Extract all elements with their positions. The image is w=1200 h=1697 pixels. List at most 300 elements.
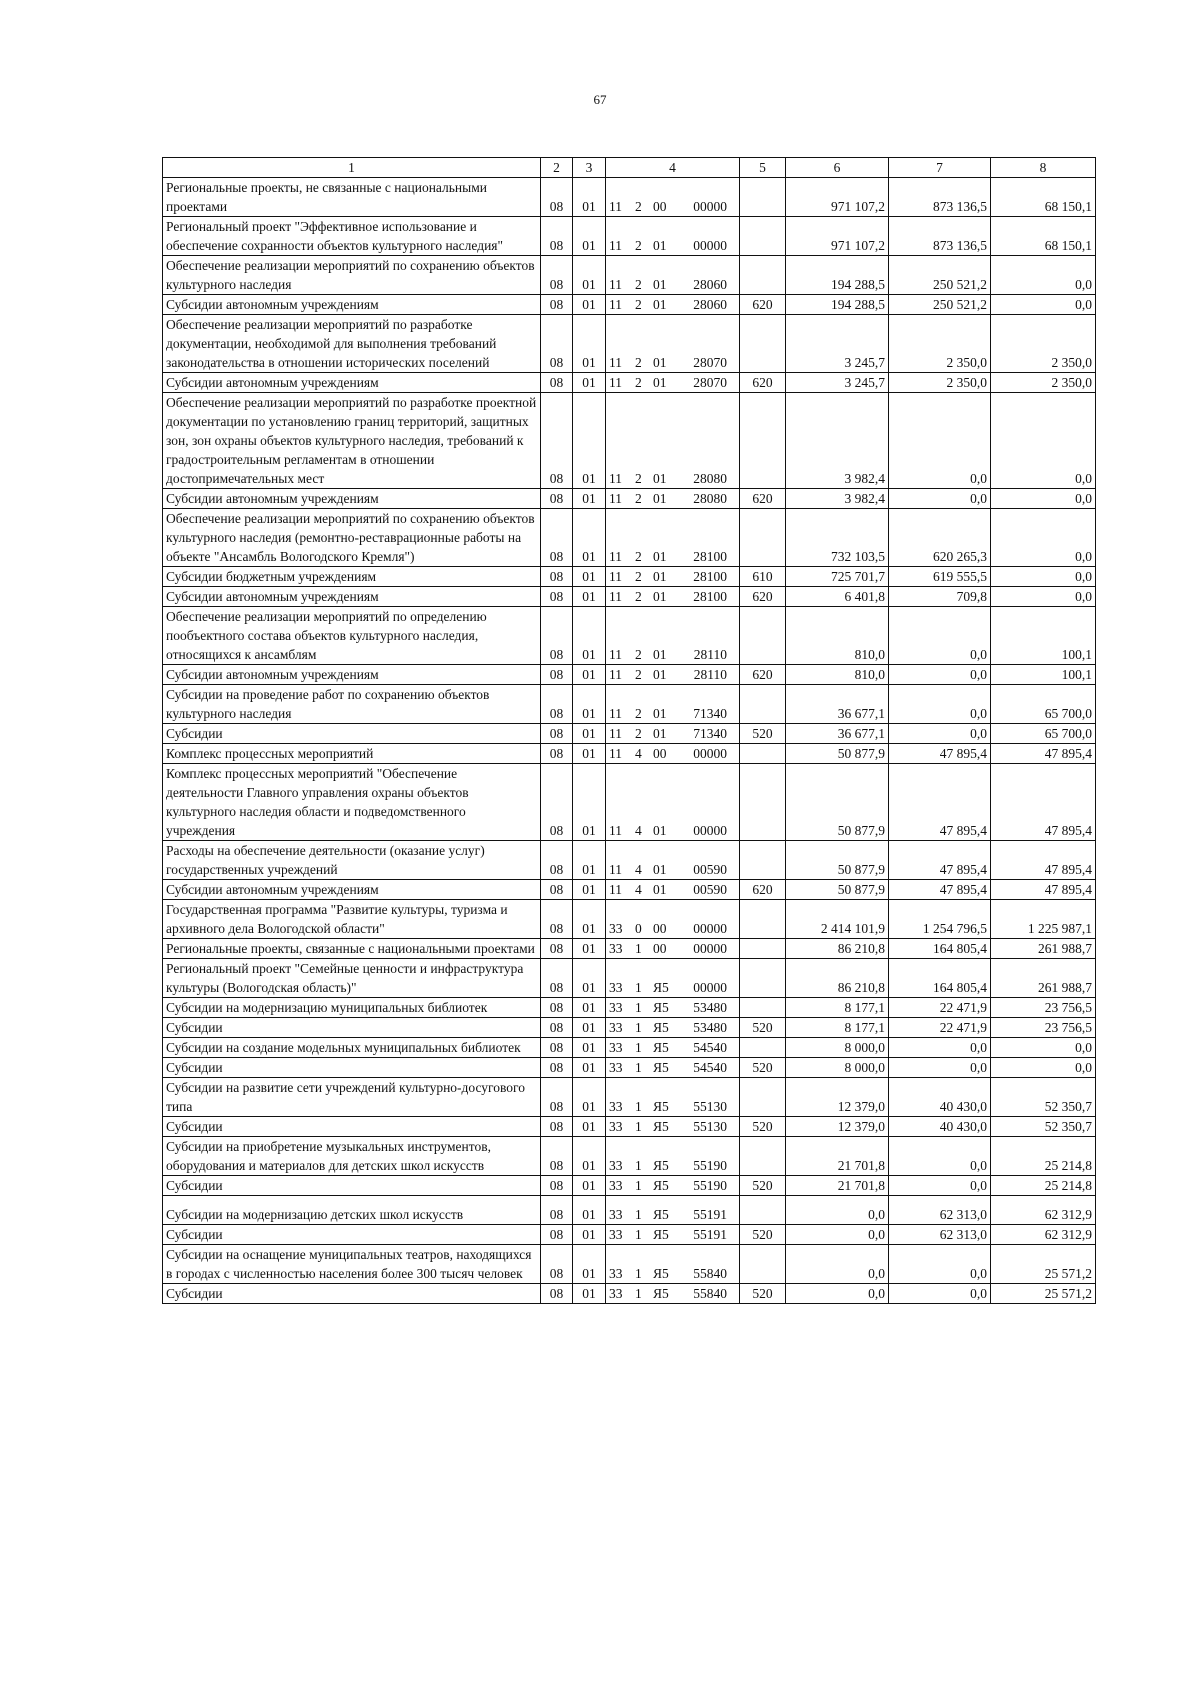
expense-type-code [740,1078,786,1117]
row-name: Субсидии [163,1284,541,1304]
subsection-code: 01 [573,665,606,685]
amount-col8: 0,0 [991,567,1096,587]
project-code: Я5 [653,980,669,995]
table-row [163,217,1096,256]
table-row [163,1284,1096,1304]
program-code: 33 [609,1266,623,1281]
table-row [163,1137,1096,1176]
subprogram-code: 4 [635,746,642,761]
subsection-code: 01 [573,1225,606,1245]
section-code: 08 [541,509,573,567]
column-header: 6 [786,158,889,178]
expense-type-code [740,1137,786,1176]
subprogram-code: 1 [635,1119,642,1134]
table-row [163,1117,1096,1137]
row-name: Региональные проекты, связанные с национальными проектами [163,939,541,959]
amount-col7: 0,0 [889,665,991,685]
amount-col6: 0,0 [786,1284,889,1304]
amount-col8: 68 150,1 [991,178,1096,217]
table-row [163,256,1096,295]
amount-col6: 21 701,8 [786,1176,889,1196]
subsection-code: 01 [573,587,606,607]
subsection-code: 01 [573,1137,606,1176]
subprogram-code: 2 [635,726,642,741]
row-name: Субсидии [163,1225,541,1245]
subprogram-code: 2 [635,277,642,292]
subsection-code: 01 [573,880,606,900]
column-header: 4 [606,158,740,178]
subsection-code: 01 [573,1018,606,1038]
amount-col6: 194 288,5 [786,256,889,295]
amount-col7: 709,8 [889,587,991,607]
amount-col7: 2 350,0 [889,373,991,393]
amount-col7: 0,0 [889,1245,991,1284]
target-article-code [606,1225,740,1245]
subprogram-code: 1 [635,1060,642,1075]
subsection-code: 01 [573,998,606,1018]
amount-col6: 6 401,8 [786,587,889,607]
expense-type-code: 620 [740,489,786,509]
amount-col8: 25 214,8 [991,1176,1096,1196]
project-code: 01 [653,569,667,584]
program-code: 33 [609,1040,623,1055]
target-article-code [606,880,740,900]
expense-type-code: 520 [740,724,786,744]
row-name: Региональные проекты, не связанные с национальными проектами [163,178,541,217]
amount-col6: 50 877,9 [786,764,889,841]
subprogram-code: 2 [635,569,642,584]
amount-col8: 261 988,7 [991,939,1096,959]
amount-col6: 50 877,9 [786,880,889,900]
amount-col8: 100,1 [991,607,1096,665]
direction-code: 28060 [693,297,727,312]
subsection-code: 01 [573,959,606,998]
program-code: 33 [609,1158,623,1173]
subsection-code: 01 [573,1038,606,1058]
section-code: 08 [541,1225,573,1245]
project-code: 00 [653,921,667,936]
amount-col8: 0,0 [991,256,1096,295]
table-row [163,373,1096,393]
direction-code: 55130 [693,1099,727,1114]
amount-col8: 62 312,9 [991,1225,1096,1245]
expense-type-code: 620 [740,880,786,900]
amount-col7: 47 895,4 [889,841,991,880]
amount-col6: 3 245,7 [786,315,889,373]
subprogram-code: 4 [635,862,642,877]
amount-col7: 0,0 [889,489,991,509]
amount-col8: 0,0 [991,489,1096,509]
table-row [163,764,1096,841]
amount-col6: 194 288,5 [786,295,889,315]
subprogram-code: 1 [635,980,642,995]
subprogram-code: 1 [635,1227,642,1242]
expense-type-code: 520 [740,1117,786,1137]
section-code: 08 [541,217,573,256]
project-code: Я5 [653,1227,669,1242]
direction-code: 00590 [693,862,727,877]
expense-type-code: 620 [740,587,786,607]
direction-code: 28100 [693,549,727,564]
target-article-code [606,373,740,393]
amount-col7: 22 471,9 [889,1018,991,1038]
amount-col8: 0,0 [991,1058,1096,1078]
amount-col8: 65 700,0 [991,724,1096,744]
table-row [163,939,1096,959]
section-code: 08 [541,373,573,393]
section-code: 08 [541,1038,573,1058]
table-row [163,1078,1096,1117]
amount-col8: 52 350,7 [991,1078,1096,1117]
program-code: 33 [609,1119,623,1134]
project-code: Я5 [653,1207,669,1222]
program-code: 11 [609,746,622,761]
direction-code: 71340 [693,726,727,741]
direction-code: 00000 [693,823,727,838]
amount-col7: 47 895,4 [889,744,991,764]
expense-type-code: 620 [740,295,786,315]
expense-type-code [740,959,786,998]
subsection-code: 01 [573,509,606,567]
amount-col7: 40 430,0 [889,1117,991,1137]
budget-table [162,157,1096,1304]
subprogram-code: 2 [635,647,642,662]
subsection-code: 01 [573,607,606,665]
subsection-code: 01 [573,744,606,764]
program-code: 33 [609,1000,623,1015]
amount-col6: 971 107,2 [786,178,889,217]
direction-code: 55840 [693,1266,727,1281]
subsection-code: 01 [573,685,606,724]
amount-col6: 3 982,4 [786,489,889,509]
subprogram-code: 2 [635,471,642,486]
subsection-code: 01 [573,393,606,489]
project-code: 01 [653,823,667,838]
section-code: 08 [541,393,573,489]
subsection-code: 01 [573,217,606,256]
subprogram-code: 4 [635,823,642,838]
direction-code: 53480 [693,1020,727,1035]
target-article-code [606,607,740,665]
program-code: 33 [609,1207,623,1222]
amount-col6: 971 107,2 [786,217,889,256]
row-name: Субсидии [163,724,541,744]
section-code: 08 [541,744,573,764]
table-row [163,724,1096,744]
amount-col7: 0,0 [889,607,991,665]
project-code: 01 [653,706,667,721]
amount-col7: 619 555,5 [889,567,991,587]
program-code: 11 [609,862,622,877]
amount-col7: 164 805,4 [889,939,991,959]
project-code: 01 [653,882,667,897]
section-code: 08 [541,256,573,295]
table-row [163,1225,1096,1245]
amount-col6: 0,0 [786,1196,889,1225]
section-code: 08 [541,1196,573,1225]
row-name: Обеспечение реализации мероприятий по сохранению объектов культурного наследия [163,256,541,295]
program-code: 33 [609,1020,623,1035]
expense-type-code: 520 [740,1058,786,1078]
amount-col6: 732 103,5 [786,509,889,567]
program-code: 33 [609,980,623,995]
amount-col6: 50 877,9 [786,744,889,764]
amount-col8: 25 214,8 [991,1137,1096,1176]
amount-col7: 0,0 [889,1284,991,1304]
table-row [163,509,1096,567]
program-code: 11 [609,355,622,370]
direction-code: 55190 [693,1178,727,1193]
section-code: 08 [541,841,573,880]
amount-col7: 0,0 [889,1137,991,1176]
target-article-code [606,256,740,295]
subprogram-code: 1 [635,1020,642,1035]
program-code: 11 [609,589,622,604]
expense-type-code: 520 [740,1225,786,1245]
project-code: 01 [653,471,667,486]
subsection-code: 01 [573,724,606,744]
column-header: 8 [991,158,1096,178]
project-code: 00 [653,941,667,956]
row-name: Субсидии автономным учреждениям [163,587,541,607]
subprogram-code: 4 [635,882,642,897]
header-row [163,158,1096,178]
direction-code: 28110 [693,667,727,682]
program-code: 33 [609,1099,623,1114]
table-row [163,607,1096,665]
amount-col7: 0,0 [889,1058,991,1078]
amount-col7: 164 805,4 [889,959,991,998]
section-code: 08 [541,587,573,607]
amount-col6: 810,0 [786,665,889,685]
program-code: 11 [609,823,622,838]
program-code: 11 [609,375,622,390]
amount-col6: 36 677,1 [786,685,889,724]
subsection-code: 01 [573,900,606,939]
target-article-code [606,489,740,509]
project-code: 01 [653,667,667,682]
row-name: Субсидии автономным учреждениям [163,295,541,315]
project-code: 01 [653,375,667,390]
section-code: 08 [541,567,573,587]
row-name: Субсидии [163,1176,541,1196]
subsection-code: 01 [573,1078,606,1117]
direction-code: 00590 [693,882,727,897]
direction-code: 00000 [693,941,727,956]
row-name: Субсидии автономным учреждениям [163,489,541,509]
subprogram-code: 1 [635,1178,642,1193]
subsection-code: 01 [573,373,606,393]
program-code: 11 [609,667,622,682]
amount-col8: 2 350,0 [991,315,1096,373]
amount-col6: 12 379,0 [786,1117,889,1137]
amount-col6: 810,0 [786,607,889,665]
direction-code: 28110 [693,647,727,662]
amount-col8: 0,0 [991,393,1096,489]
direction-code: 00000 [693,921,727,936]
table-row [163,880,1096,900]
target-article-code [606,724,740,744]
subprogram-code: 2 [635,375,642,390]
amount-col7: 873 136,5 [889,178,991,217]
section-code: 08 [541,178,573,217]
amount-col8: 68 150,1 [991,217,1096,256]
subsection-code: 01 [573,315,606,373]
direction-code: 55191 [693,1227,727,1242]
program-code: 11 [609,647,622,662]
amount-col8: 47 895,4 [991,880,1096,900]
expense-type-code: 520 [740,1018,786,1038]
program-code: 33 [609,921,623,936]
amount-col7: 2 350,0 [889,315,991,373]
target-article-code [606,1284,740,1304]
column-header: 3 [573,158,606,178]
row-name: Субсидии бюджетным учреждениям [163,567,541,587]
target-article-code [606,1245,740,1284]
target-article-code [606,841,740,880]
target-article-code [606,1058,740,1078]
target-article-code [606,1038,740,1058]
amount-col8: 2 350,0 [991,373,1096,393]
direction-code: 54540 [693,1040,727,1055]
subprogram-code: 1 [635,941,642,956]
program-code: 33 [609,1227,623,1242]
project-code: 01 [653,647,667,662]
target-article-code [606,998,740,1018]
table-row [163,1176,1096,1196]
amount-col7: 40 430,0 [889,1078,991,1117]
amount-col7: 62 313,0 [889,1225,991,1245]
target-article-code [606,959,740,998]
row-name: Субсидии на модернизацию муниципальных библиотек [163,998,541,1018]
target-article-code [606,900,740,939]
subsection-code: 01 [573,295,606,315]
amount-col6: 725 701,7 [786,567,889,587]
section-code: 08 [541,1078,573,1117]
amount-col7: 1 254 796,5 [889,900,991,939]
table-row [163,587,1096,607]
amount-col7: 620 265,3 [889,509,991,567]
section-code: 08 [541,1245,573,1284]
table-row [163,1196,1096,1225]
expense-type-code [740,998,786,1018]
row-name: Обеспечение реализации мероприятий по определению пообъектного состава объектов культурного наследия, относящихся к ансамблям [163,607,541,665]
row-name: Субсидии автономным учреждениям [163,880,541,900]
table-row [163,1058,1096,1078]
target-article-code [606,315,740,373]
direction-code: 54540 [693,1060,727,1075]
section-code: 08 [541,1284,573,1304]
subsection-code: 01 [573,1245,606,1284]
amount-col8: 23 756,5 [991,1018,1096,1038]
direction-code: 28060 [693,277,727,292]
row-name: Расходы на обеспечение деятельности (оказание услуг) государственных учреждений [163,841,541,880]
subprogram-code: 2 [635,706,642,721]
amount-col7: 250 521,2 [889,295,991,315]
table-row [163,178,1096,217]
expense-type-code: 620 [740,665,786,685]
expense-type-code [740,509,786,567]
table-row [163,1018,1096,1038]
subsection-code: 01 [573,567,606,587]
program-code: 11 [609,471,622,486]
amount-col6: 0,0 [786,1225,889,1245]
expense-type-code: 610 [740,567,786,587]
project-code: 00 [653,199,667,214]
column-header: 7 [889,158,991,178]
expense-type-code [740,217,786,256]
subsection-code: 01 [573,1176,606,1196]
amount-col8: 100,1 [991,665,1096,685]
table-row [163,841,1096,880]
section-code: 08 [541,900,573,939]
target-article-code [606,1117,740,1137]
subprogram-code: 2 [635,549,642,564]
amount-col6: 21 701,8 [786,1137,889,1176]
program-code: 11 [609,549,622,564]
row-name: Субсидии [163,1058,541,1078]
amount-col6: 36 677,1 [786,724,889,744]
amount-col7: 0,0 [889,1176,991,1196]
program-code: 11 [609,569,622,584]
row-name: Государственная программа "Развитие культуры, туризма и архивного дела Вологодской области" [163,900,541,939]
amount-col7: 0,0 [889,724,991,744]
target-article-code [606,178,740,217]
subprogram-code: 2 [635,199,642,214]
row-name: Обеспечение реализации мероприятий по разработке проектной документации по установлению границ территорий, защитных зон, зон охраны объектов культурного наследия, требований к градостроительным регламентам в отношении достопримечательных мест [163,393,541,489]
row-name: Обеспечение реализации мероприятий по сохранению объектов культурного наследия (ремонтно-реставрационные работы на объекте "Ансамбль Вологодского Кремля") [163,509,541,567]
subprogram-code: 1 [635,1286,642,1301]
project-code: 01 [653,297,667,312]
program-code: 11 [609,297,622,312]
amount-col7: 47 895,4 [889,880,991,900]
subprogram-code: 2 [635,238,642,253]
amount-col8: 25 571,2 [991,1284,1096,1304]
program-code: 33 [609,941,623,956]
project-code: Я5 [653,1040,669,1055]
amount-col8: 25 571,2 [991,1245,1096,1284]
section-code: 08 [541,724,573,744]
table-row [163,665,1096,685]
amount-col8: 47 895,4 [991,841,1096,880]
project-code: 01 [653,491,667,506]
column-header: 1 [163,158,541,178]
section-code: 08 [541,1058,573,1078]
row-name: Комплекс процессных мероприятий [163,744,541,764]
subsection-code: 01 [573,1058,606,1078]
direction-code: 71340 [693,706,727,721]
subsection-code: 01 [573,178,606,217]
project-code: Я5 [653,1119,669,1134]
table-row [163,998,1096,1018]
table-body [163,158,1096,1304]
program-code: 11 [609,199,622,214]
project-code: 01 [653,277,667,292]
direction-code: 00000 [693,238,727,253]
direction-code: 00000 [693,199,727,214]
direction-code: 28100 [693,569,727,584]
amount-col8: 47 895,4 [991,764,1096,841]
subsection-code: 01 [573,1117,606,1137]
direction-code: 55190 [693,1158,727,1173]
direction-code: 55840 [693,1286,727,1301]
section-code: 08 [541,489,573,509]
amount-col8: 0,0 [991,509,1096,567]
amount-col8: 261 988,7 [991,959,1096,998]
target-article-code [606,393,740,489]
expense-type-code: 520 [740,1284,786,1304]
expense-type-code [740,178,786,217]
